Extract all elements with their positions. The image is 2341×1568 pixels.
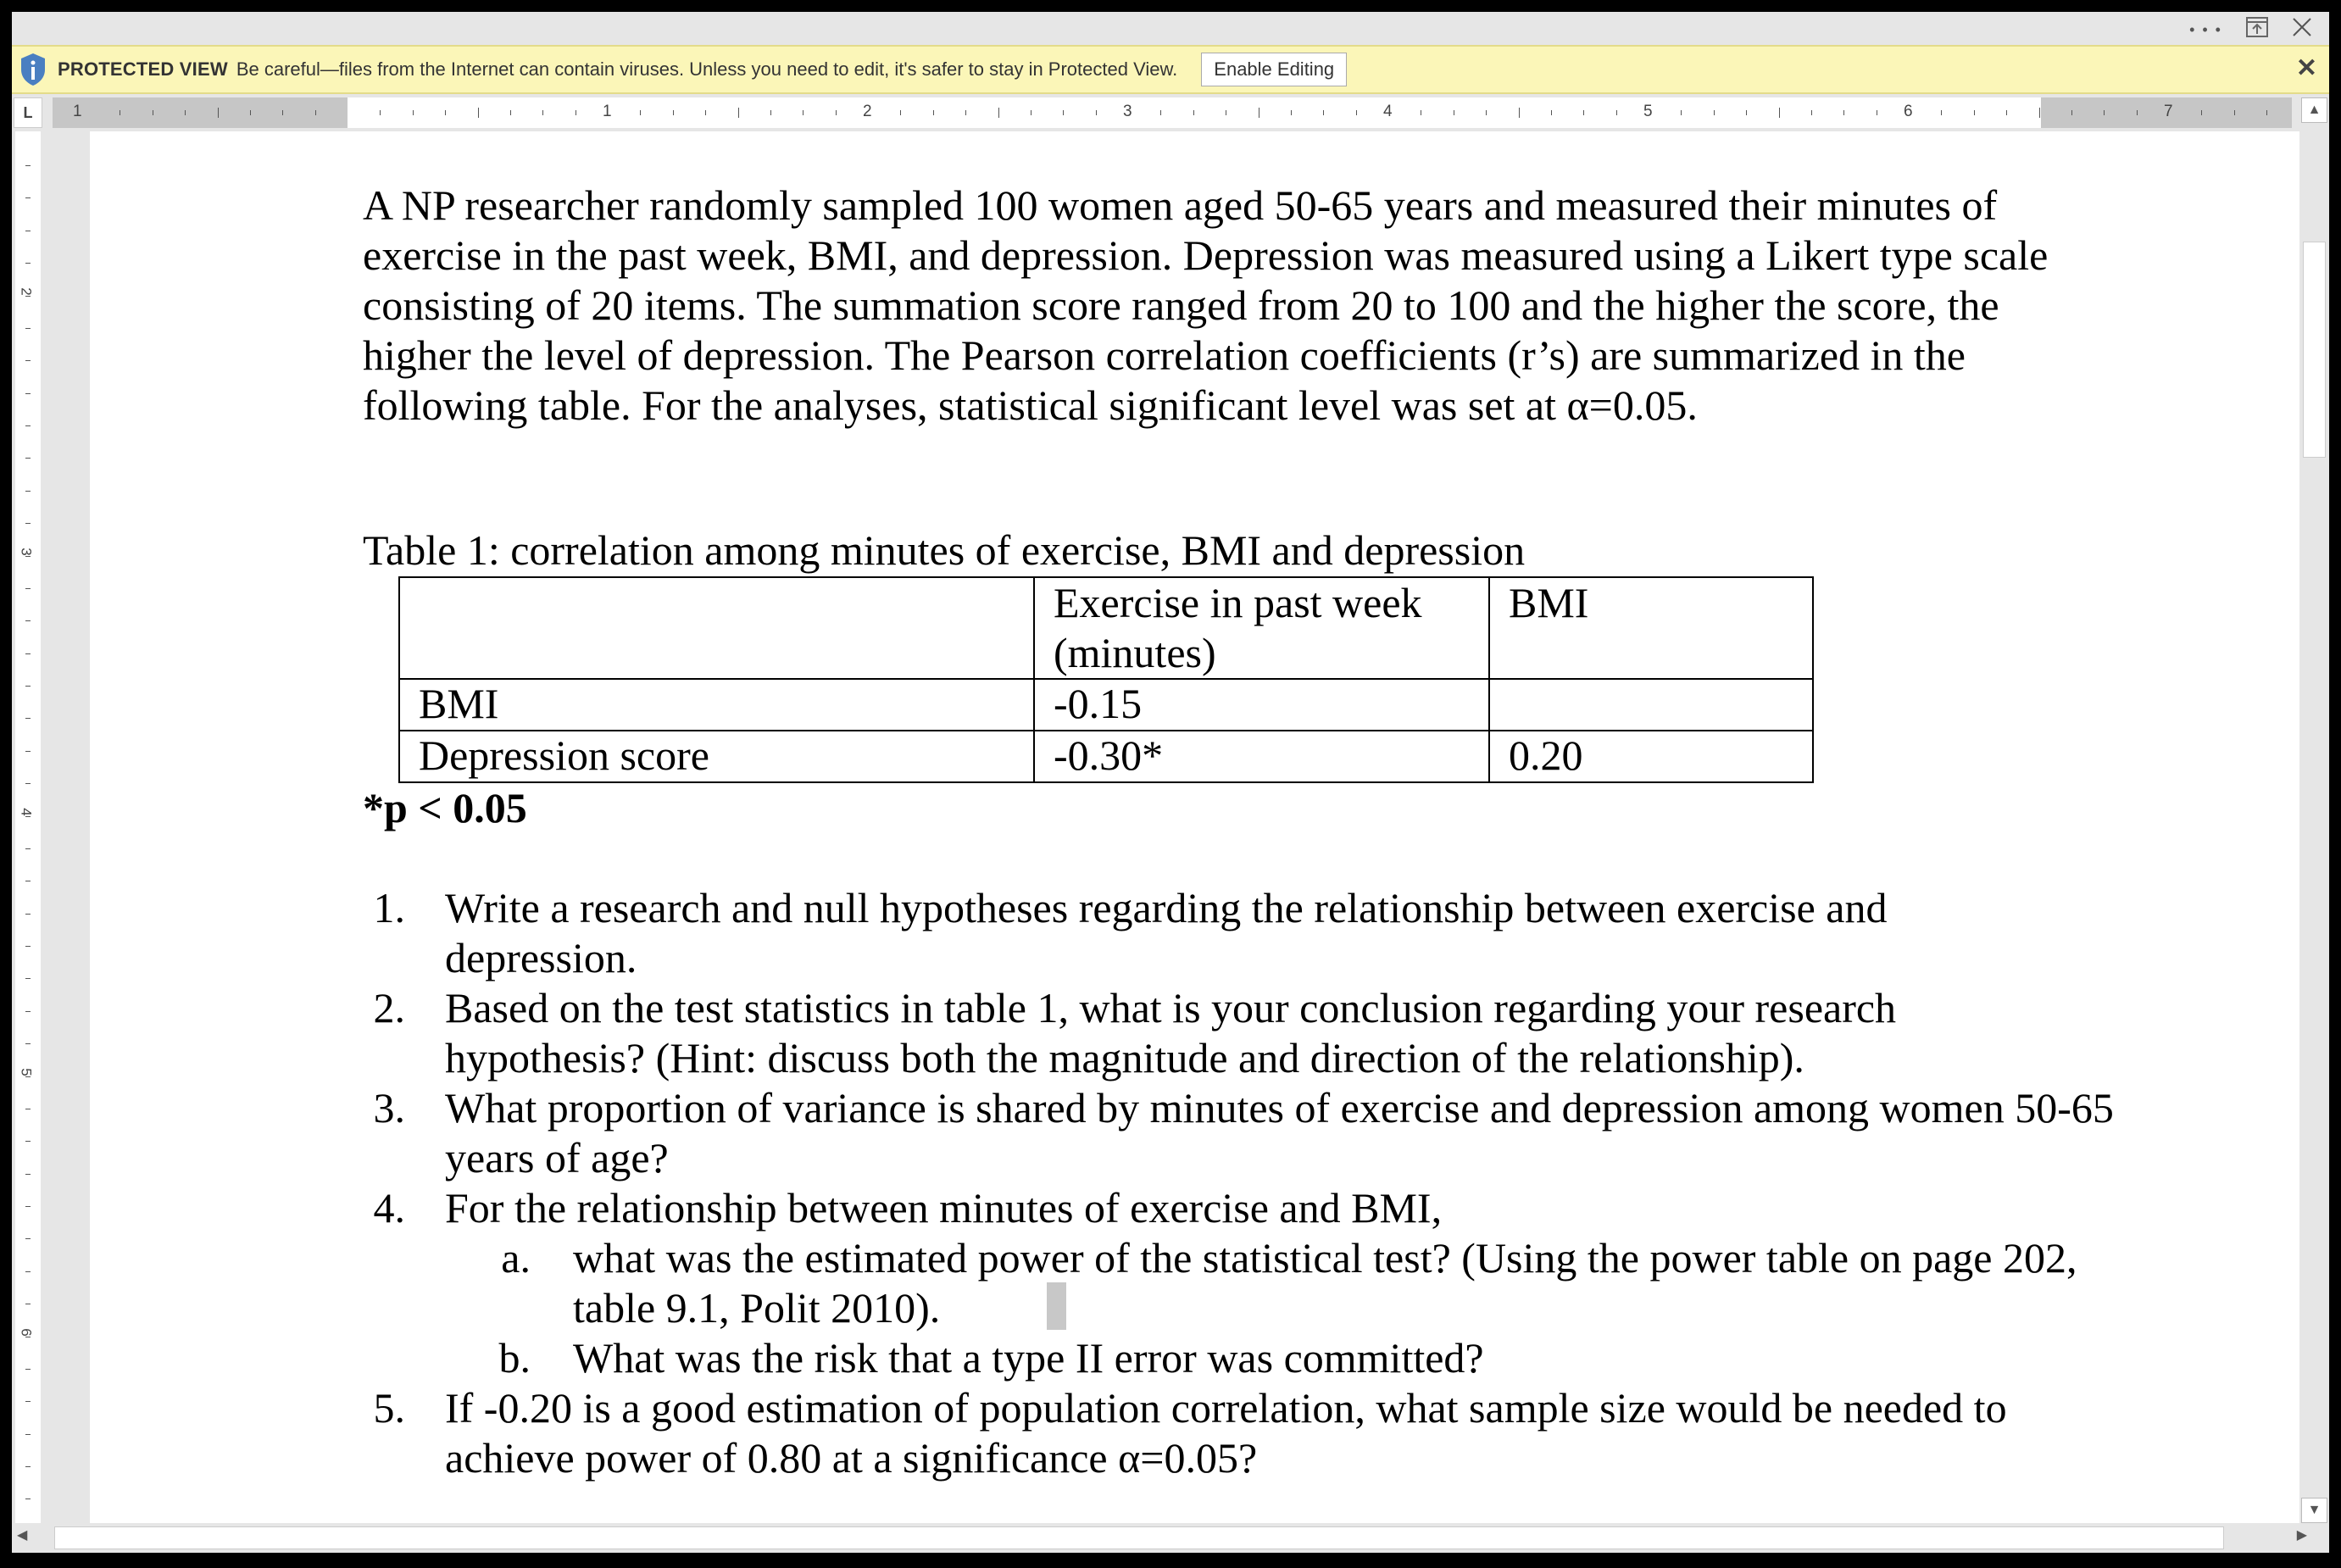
scroll-up-button[interactable]: ▲ bbox=[2301, 97, 2327, 123]
list-text: Write a research and null hypotheses regarding the relationship between exercise and depression. bbox=[445, 884, 1888, 981]
ruler-tick bbox=[1681, 110, 1682, 115]
ribbon-restore-icon[interactable] bbox=[2246, 15, 2268, 44]
ruler-tick bbox=[998, 108, 999, 118]
ruler-tick bbox=[25, 1271, 31, 1272]
ruler-tick bbox=[25, 296, 31, 297]
ruler-tick bbox=[25, 1466, 31, 1467]
ruler-tick bbox=[25, 978, 31, 979]
ruler-tick bbox=[1096, 110, 1097, 115]
ruler-tick bbox=[1974, 110, 1975, 115]
ruler-tick bbox=[640, 110, 641, 115]
ruler-tick bbox=[250, 110, 251, 115]
ruler-tick bbox=[673, 110, 674, 115]
ruler-tick bbox=[1551, 110, 1552, 115]
protected-view-bar bbox=[12, 45, 2329, 94]
ruler-tick bbox=[25, 263, 31, 264]
list-text: Based on the test statistics in table 1, what is your conclusion regarding your research hypothesis? (Hint: discuss both the magnitude and direction of the relationship). bbox=[445, 984, 1897, 1081]
protected-view-message: Be careful—files from the Internet can contain viruses. Unless you need to edit, it's safer to stay in Protected View. bbox=[236, 58, 1178, 80]
ruler-tick bbox=[25, 1434, 31, 1435]
scroll-left-button[interactable]: ◀ bbox=[17, 1528, 28, 1543]
list-text: What was the risk that a type II error was committed? bbox=[573, 1334, 1484, 1382]
table-cell: BMI bbox=[399, 679, 1034, 731]
ruler-number: 1 bbox=[73, 103, 82, 120]
horizontal-ruler[interactable] bbox=[53, 97, 2283, 128]
ruler-tick bbox=[1291, 110, 1292, 115]
tab-selector[interactable]: L bbox=[14, 97, 42, 128]
ruler-tick bbox=[1583, 110, 1584, 115]
ruler-tick bbox=[25, 1174, 31, 1175]
ruler-tick bbox=[1779, 108, 1780, 118]
horizontal-scroll-thumb[interactable] bbox=[54, 1526, 2224, 1549]
ruler-tick bbox=[1486, 110, 1487, 115]
protected-view-label: PROTECTED VIEW bbox=[58, 58, 228, 80]
ruler-tick bbox=[1356, 110, 1357, 115]
ruler-number: 6 bbox=[1904, 103, 1913, 120]
ruler-tick bbox=[25, 914, 31, 915]
ruler-tick bbox=[1616, 110, 1617, 115]
ruler-tick bbox=[803, 110, 804, 115]
table-cell: 0.20 bbox=[1489, 731, 1813, 782]
ruler-tick bbox=[770, 110, 771, 115]
ruler-tick bbox=[1941, 110, 1942, 115]
ruler-tick bbox=[25, 1498, 31, 1499]
ruler-tick bbox=[1063, 110, 1064, 115]
title-bar bbox=[12, 12, 2329, 45]
ruler-tick bbox=[705, 110, 706, 115]
ruler-tick bbox=[25, 751, 31, 752]
ruler-tick bbox=[185, 110, 186, 115]
ruler-tick bbox=[380, 110, 381, 115]
ruler-tick bbox=[25, 393, 31, 394]
ruler-tick bbox=[25, 360, 31, 361]
shield-info-icon bbox=[20, 53, 46, 86]
vertical-scrollbar[interactable] bbox=[2299, 97, 2329, 1523]
scroll-right-button[interactable]: ▶ bbox=[2296, 1528, 2307, 1543]
selection-cursor bbox=[1047, 1282, 1066, 1330]
ruler-tick bbox=[933, 110, 934, 115]
ruler-tick bbox=[25, 197, 31, 198]
ruler-tick bbox=[25, 1369, 31, 1370]
correlation-table bbox=[398, 576, 1814, 783]
ruler-tick bbox=[2006, 110, 2007, 115]
list-number: 3. bbox=[373, 1084, 405, 1132]
list-number: 1. bbox=[373, 884, 405, 931]
ruler-tick bbox=[25, 718, 31, 719]
ruler-number: 4 bbox=[1383, 103, 1393, 120]
ruler-tick bbox=[1746, 110, 1747, 115]
ruler-tick bbox=[25, 653, 31, 654]
ruler-number: 5 bbox=[18, 1068, 35, 1076]
ruler-tick bbox=[25, 783, 31, 784]
ruler-tick bbox=[2071, 110, 2072, 115]
table-cell bbox=[1489, 679, 1813, 731]
document-page bbox=[90, 131, 2299, 1523]
ruler-tick bbox=[1843, 110, 1844, 115]
more-options-button[interactable]: • • • bbox=[2189, 20, 2222, 38]
ruler-tick bbox=[25, 848, 31, 849]
ruler-tick bbox=[25, 1043, 31, 1044]
ruler-tick bbox=[218, 108, 219, 118]
ruler-number: 3 bbox=[1123, 103, 1132, 120]
ruler-tick bbox=[25, 946, 31, 947]
ruler-tick bbox=[1193, 110, 1194, 115]
table-cell: Exercise in past week (minutes) bbox=[1034, 577, 1489, 679]
ruler-tick bbox=[965, 110, 966, 115]
ruler-tick bbox=[2266, 110, 2267, 115]
ruler-tick bbox=[25, 165, 31, 166]
vertical-scroll-thumb[interactable] bbox=[2303, 242, 2326, 458]
table-cell: BMI bbox=[1489, 577, 1813, 679]
ruler-tick bbox=[2234, 110, 2235, 115]
ruler-number: 4 bbox=[18, 808, 35, 816]
ruler-number: 6 bbox=[18, 1328, 35, 1337]
ruler-tick bbox=[25, 523, 31, 524]
ruler-tick bbox=[836, 110, 837, 115]
list-letter: a. bbox=[501, 1234, 531, 1282]
list-text: If -0.20 is a good estimation of population correlation, what sample size would be needed to achieve power of 0.80 at a significance α=0.05? bbox=[445, 1384, 2007, 1482]
ruler-number: 3 bbox=[18, 548, 35, 556]
ruler-tick bbox=[25, 1401, 31, 1402]
list-number: 2. bbox=[373, 984, 405, 1031]
ruler-number: 2 bbox=[863, 103, 872, 120]
ruler-tick bbox=[1714, 110, 1715, 115]
ruler-tick bbox=[25, 588, 31, 589]
close-icon[interactable] bbox=[2292, 15, 2312, 44]
ruler-tick bbox=[900, 110, 901, 115]
ruler-tick bbox=[1160, 110, 1161, 115]
ruler-tick bbox=[738, 108, 739, 118]
ruler-tick bbox=[25, 1206, 31, 1207]
ruler-tick bbox=[25, 1141, 31, 1142]
ruler-tick bbox=[2039, 108, 2040, 118]
ruler-tick bbox=[315, 110, 316, 115]
intro-paragraph: A NP researcher randomly sampled 100 women aged 50-65 years and measured their minutes of exercise in the past week, BMI, and depression. Depression was measured using a Likert type scale consisting of 20 items. The summation score ranged from 20 to 100 and the higher the score, the higher the level of depression. The Pearson correlation coefficients (r’s) are summarized in the following table. For the analyses, statistical significant level was set at α=0.05. bbox=[363, 181, 2049, 429]
ruler-number: 1 bbox=[603, 103, 612, 120]
table-row bbox=[399, 731, 1813, 782]
ruler-number: 2 bbox=[18, 287, 35, 296]
ruler-tick bbox=[2201, 110, 2202, 115]
list-text: For the relationship between minutes of exercise and BMI, bbox=[445, 1184, 1443, 1232]
ruler-tick bbox=[25, 1011, 31, 1012]
list-text: what was the estimated power of the statistical test? (Using the power table on page 202, table 9.1, Polit 2010). bbox=[573, 1234, 2077, 1332]
close-protected-bar-button[interactable]: ✕ bbox=[2295, 54, 2317, 82]
ruler-tick bbox=[2137, 110, 2138, 115]
ruler-tick bbox=[413, 110, 414, 115]
ruler-number: 7 bbox=[2164, 103, 2173, 120]
scroll-down-button[interactable]: ▼ bbox=[2301, 1498, 2327, 1523]
enable-editing-button[interactable]: Enable Editing bbox=[1201, 53, 1347, 86]
ruler-tick bbox=[25, 816, 31, 817]
ruler-tick bbox=[25, 1076, 31, 1077]
horizontal-scrollbar[interactable] bbox=[12, 1523, 2329, 1553]
ruler-tick bbox=[2104, 110, 2105, 115]
table-row bbox=[399, 679, 1813, 731]
ruler-tick bbox=[25, 556, 31, 557]
table-caption: Table 1: correlation among minutes of exercise, BMI and depression bbox=[363, 526, 1526, 574]
ruler-tick bbox=[25, 328, 31, 329]
ruler-tick bbox=[25, 1238, 31, 1239]
ruler-number: 5 bbox=[1643, 103, 1653, 120]
list-letter: b. bbox=[498, 1334, 531, 1382]
ruler-tick bbox=[542, 110, 543, 115]
list-text: What proportion of variance is shared by minutes of exercise and depression among women 50-65 years of age? bbox=[445, 1084, 2114, 1182]
list-number: 4. bbox=[373, 1184, 405, 1232]
ruler-tick bbox=[1811, 110, 1812, 115]
ruler-tick bbox=[445, 110, 446, 115]
ruler-tick bbox=[1519, 108, 1520, 118]
ruler-tick bbox=[25, 620, 31, 621]
table-cell: Depression score bbox=[399, 731, 1034, 782]
table-cell bbox=[399, 577, 1034, 679]
ruler-tick bbox=[478, 108, 479, 118]
list-number: 5. bbox=[373, 1384, 405, 1432]
ruler-tick bbox=[1323, 110, 1324, 115]
vertical-ruler[interactable] bbox=[15, 131, 41, 1530]
table-cell: -0.15 bbox=[1034, 679, 1489, 731]
table-header-row bbox=[399, 577, 1813, 679]
ruler-tick bbox=[25, 425, 31, 426]
table-cell: -0.30* bbox=[1034, 731, 1489, 782]
ruler-tick bbox=[25, 686, 31, 687]
ruler-tick bbox=[510, 110, 511, 115]
ruler-tick bbox=[25, 491, 31, 492]
table-footnote: *p < 0.05 bbox=[363, 784, 527, 831]
ruler-tick bbox=[282, 110, 283, 115]
ruler-tick bbox=[25, 458, 31, 459]
word-window bbox=[12, 12, 2329, 1553]
